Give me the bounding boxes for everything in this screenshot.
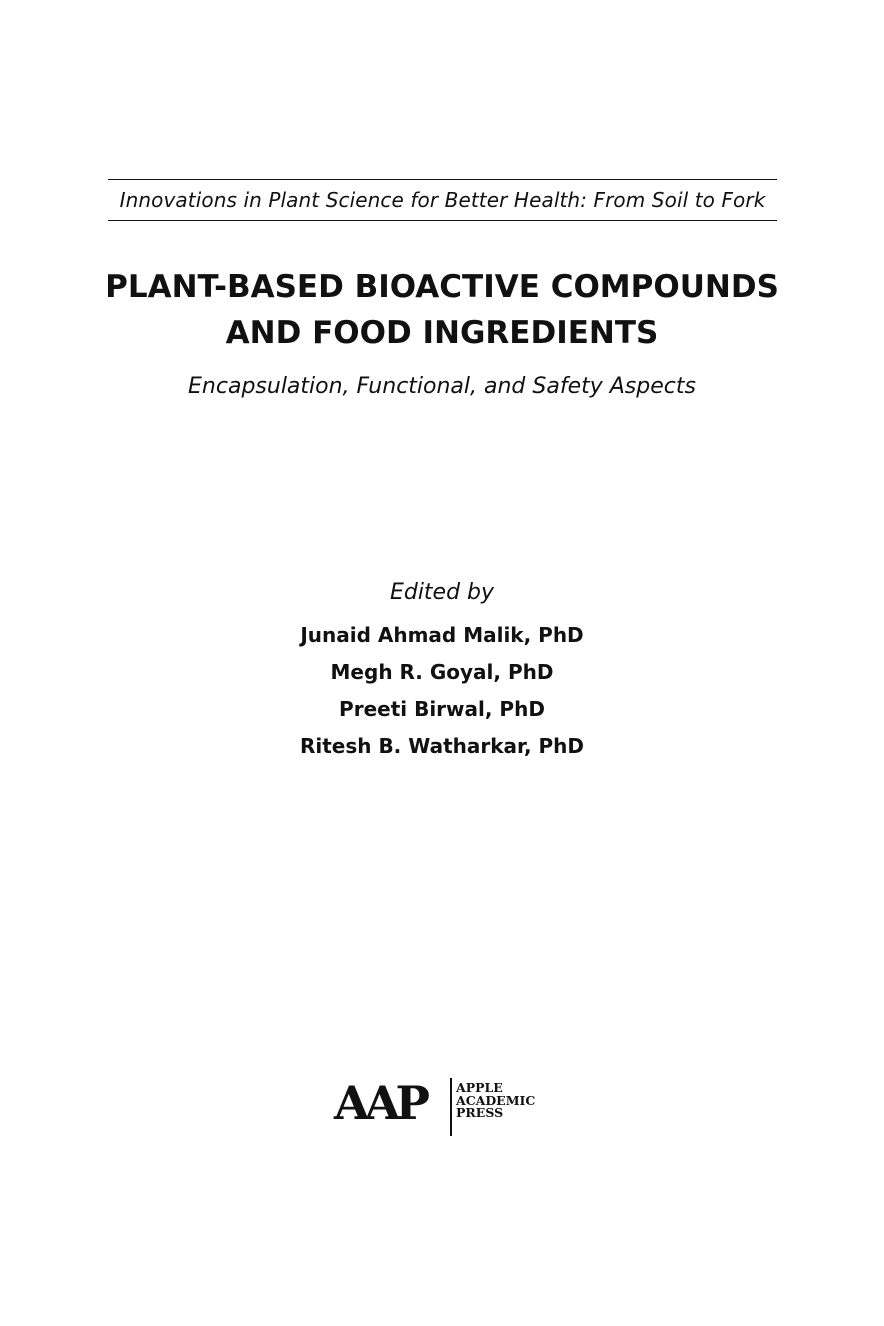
editor-list [0, 617, 884, 765]
publisher-name-line-2: ACADEMIC [456, 1092, 536, 1108]
book-title-line-1: PLANT-BASED BIOACTIVE COMPOUNDS [105, 269, 779, 305]
book-title-line-2: AND FOOD INGREDIENTS [225, 315, 659, 351]
publisher-logo-mark: AAP [334, 1076, 425, 1130]
series-banner [108, 179, 777, 221]
publisher-name-line-3: PRESS [456, 1105, 504, 1120]
book-title [0, 264, 884, 356]
series-title: Innovations in Plant Science for Better Health: From Soil to Fork [119, 188, 766, 212]
editor-name-1: Junaid Ahmad Malik, PhD [300, 623, 584, 647]
edited-by-label: Edited by [389, 580, 495, 605]
book-subtitle: Encapsulation, Functional, and Safety Aspects [188, 374, 696, 399]
publisher-logo [334, 1076, 564, 1138]
editor-name-4: Ritesh B. Watharkar, PhD [299, 734, 585, 758]
publisher-logo-divider [450, 1078, 452, 1136]
editor-name-3: Preeti Birwal, PhD [339, 697, 545, 721]
editor-name-2: Megh R. Goyal, PhD [330, 660, 554, 684]
publisher-name [456, 1082, 535, 1120]
publisher-name-line-1: APPLE [456, 1080, 503, 1095]
